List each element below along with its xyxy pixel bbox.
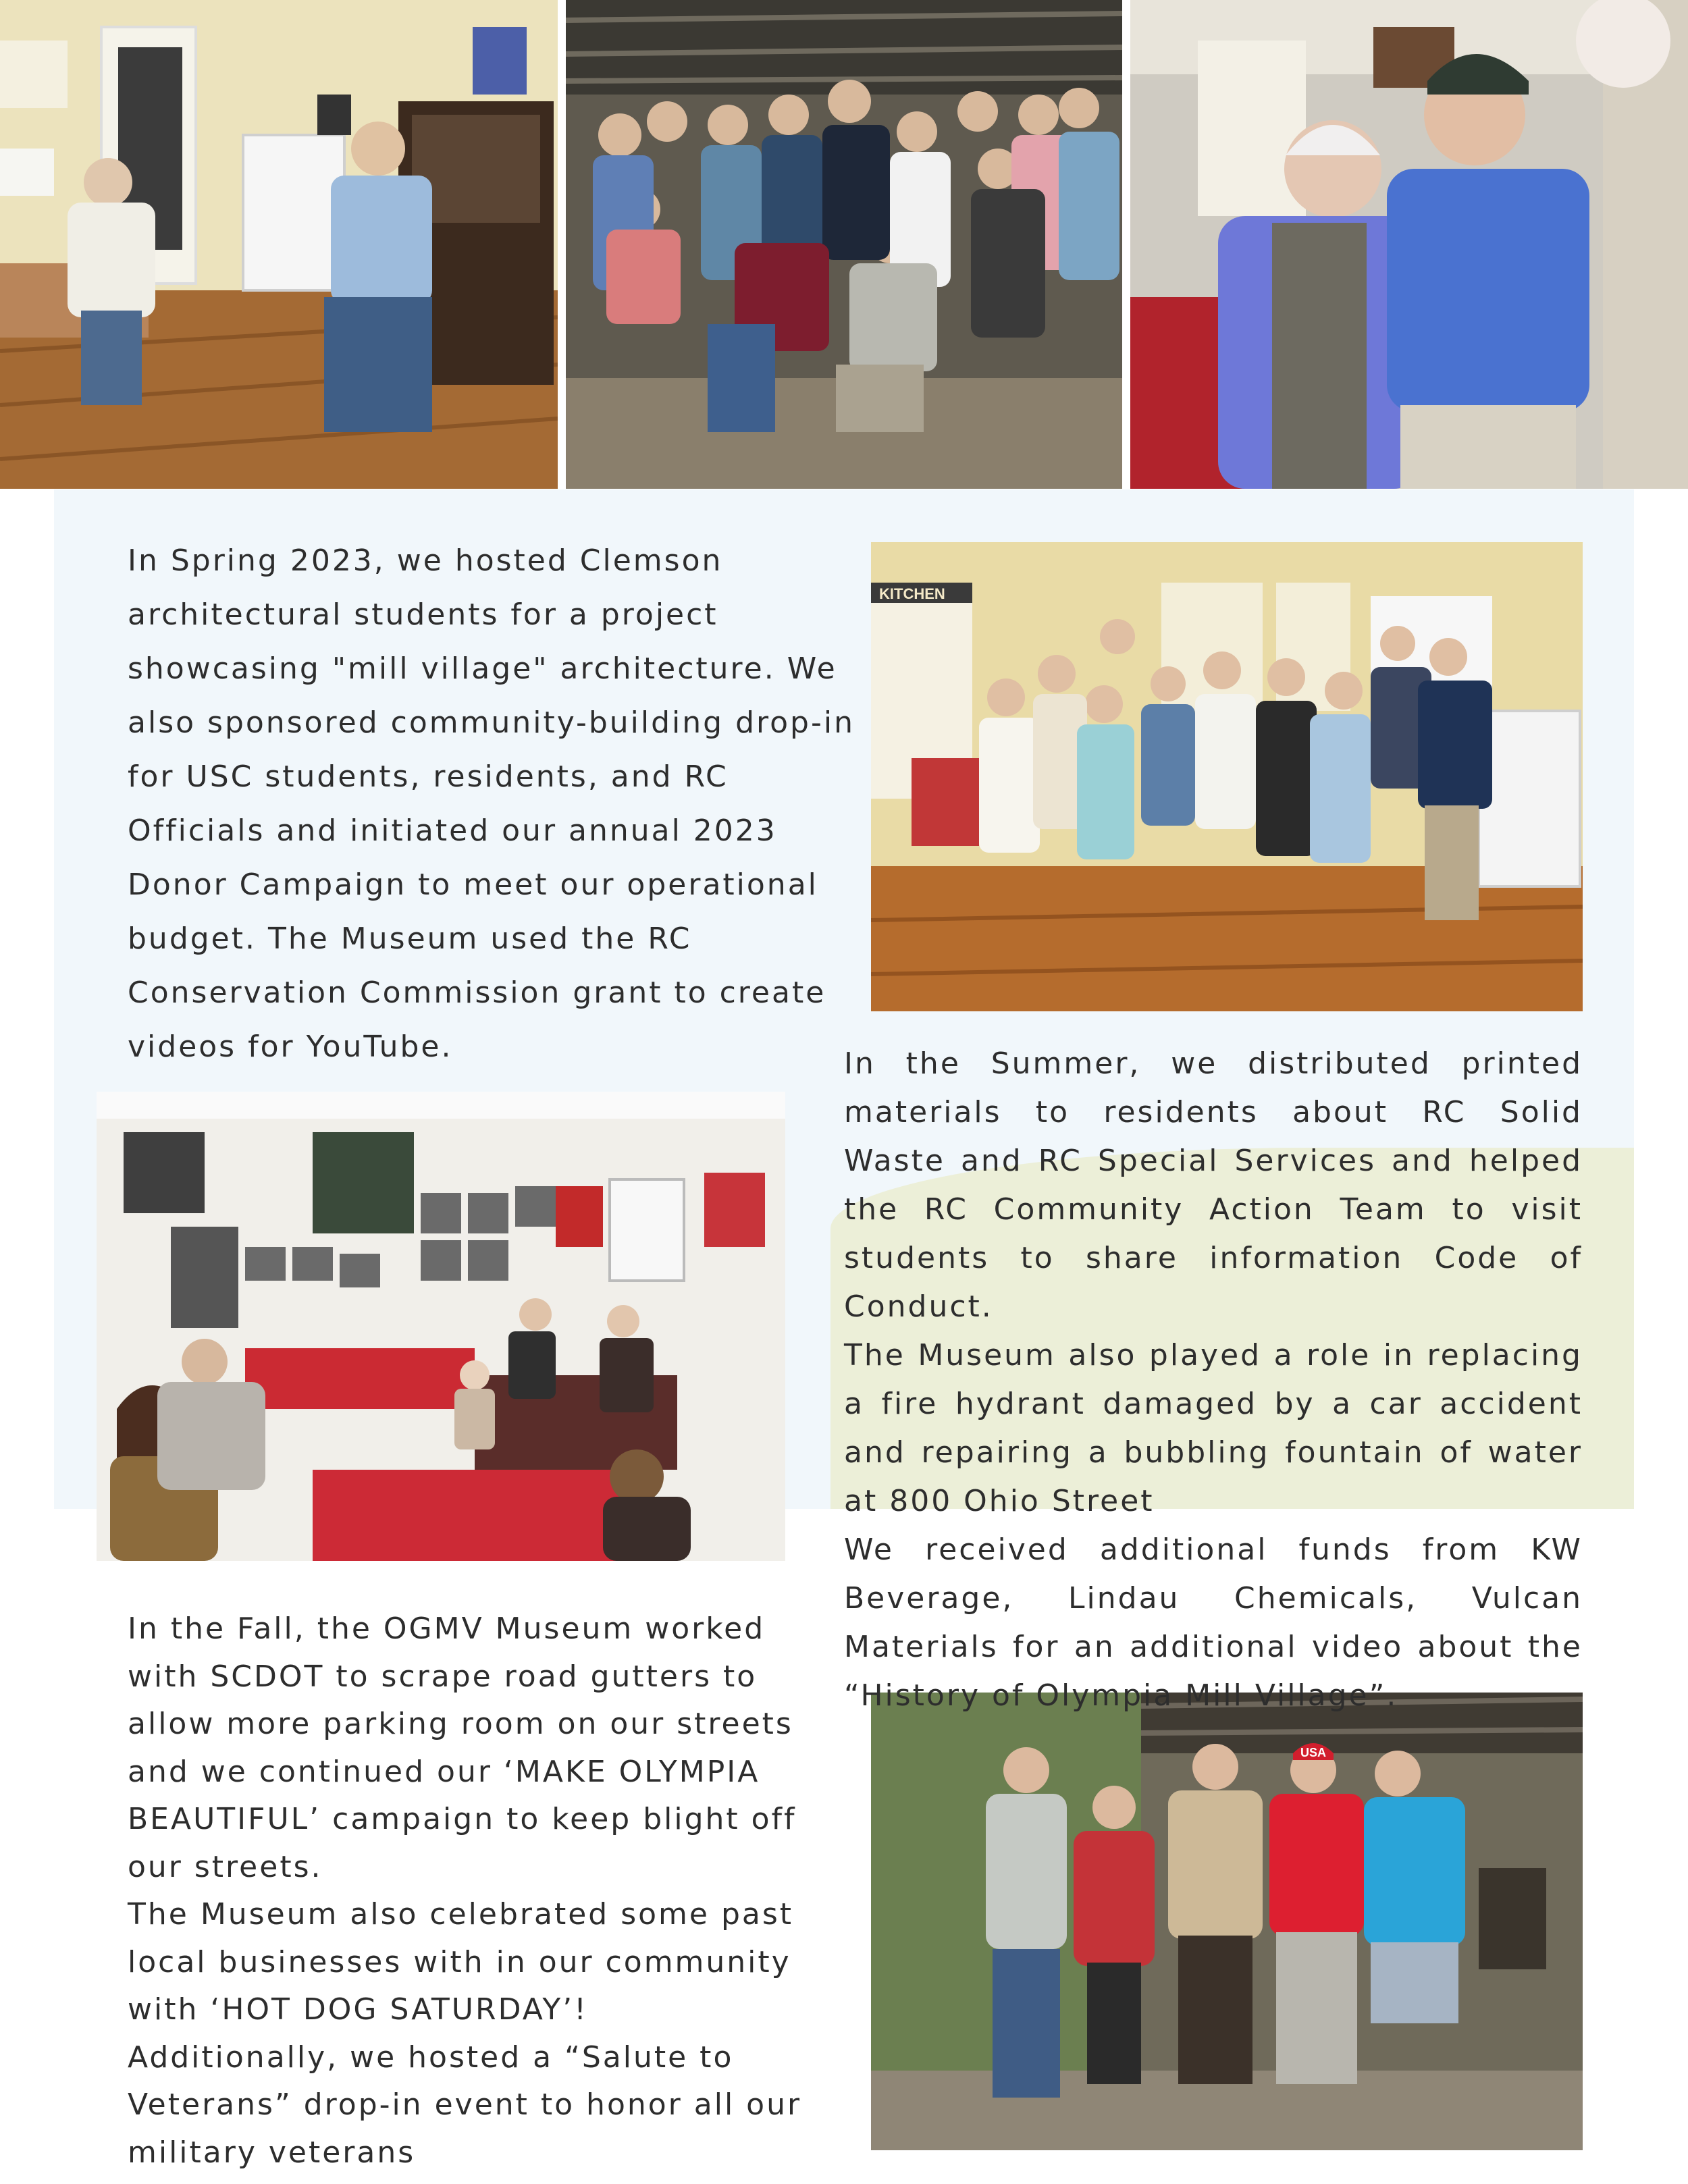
summer-paragraph: The Museum also played a role in replacing a fire hydrant damaged by a car accident and repairing a bubbling fountain of water at 800 Ohio Street [844,1338,1583,1518]
summer-paragraph: In the Summer, we distributed printed materials to residents about RC Solid Waste and RC Special Services and helped the RC Community Action Team to visit students to share information Code of Conduct. [844,1046,1583,1324]
fall-paragraph: Additionally, we hosted a “Salute to Veterans” drop-in event to honor all our military veterans [128,2040,802,2170]
summer-paragraph: We received additional funds from KW Beverage, Lindau Chemicals, Vulcan Materials for an additional video about the “History of Olympia Mill Village”. [844,1533,1583,1713]
photo-couple [1130,0,1688,489]
summer-text-block [844,1040,1583,1720]
photo-students-kitchen [871,542,1583,1011]
photo-meeting-room [97,1092,785,1561]
photo-museum-interior [0,0,558,489]
spring-2023-text: In Spring 2023, we hosted Clemson architectural students for a project showcasing "mill village" architecture. We also sponsored community-building drop-in for USC students, residents, and RC Officials and initiated our annual 2023 Donor Campaign to meet our operational budget. The Museum used the RC Conservation Commission grant to create videos for YouTube. [128,543,855,1064]
kitchen-sign-text: KITCHEN [879,585,945,602]
photo-group-shelter [566,0,1122,489]
fall-paragraph: The Museum also celebrated some past local businesses with in our community with ‘HOT DOG SATURDAY’! [128,1897,794,2027]
fall-text-block [128,1605,843,2177]
photo-veterans-group [871,1693,1583,2150]
usa-cap-text: USA [1300,1746,1327,1759]
fall-paragraph: In the Fall, the OGMV Museum worked with SCDOT to scrape road gutters to allow more parking room on our streets and we continued our ‘MAKE OLYMPIA BEAUTIFUL’ campaign to keep blight off our streets. [128,1612,797,1884]
